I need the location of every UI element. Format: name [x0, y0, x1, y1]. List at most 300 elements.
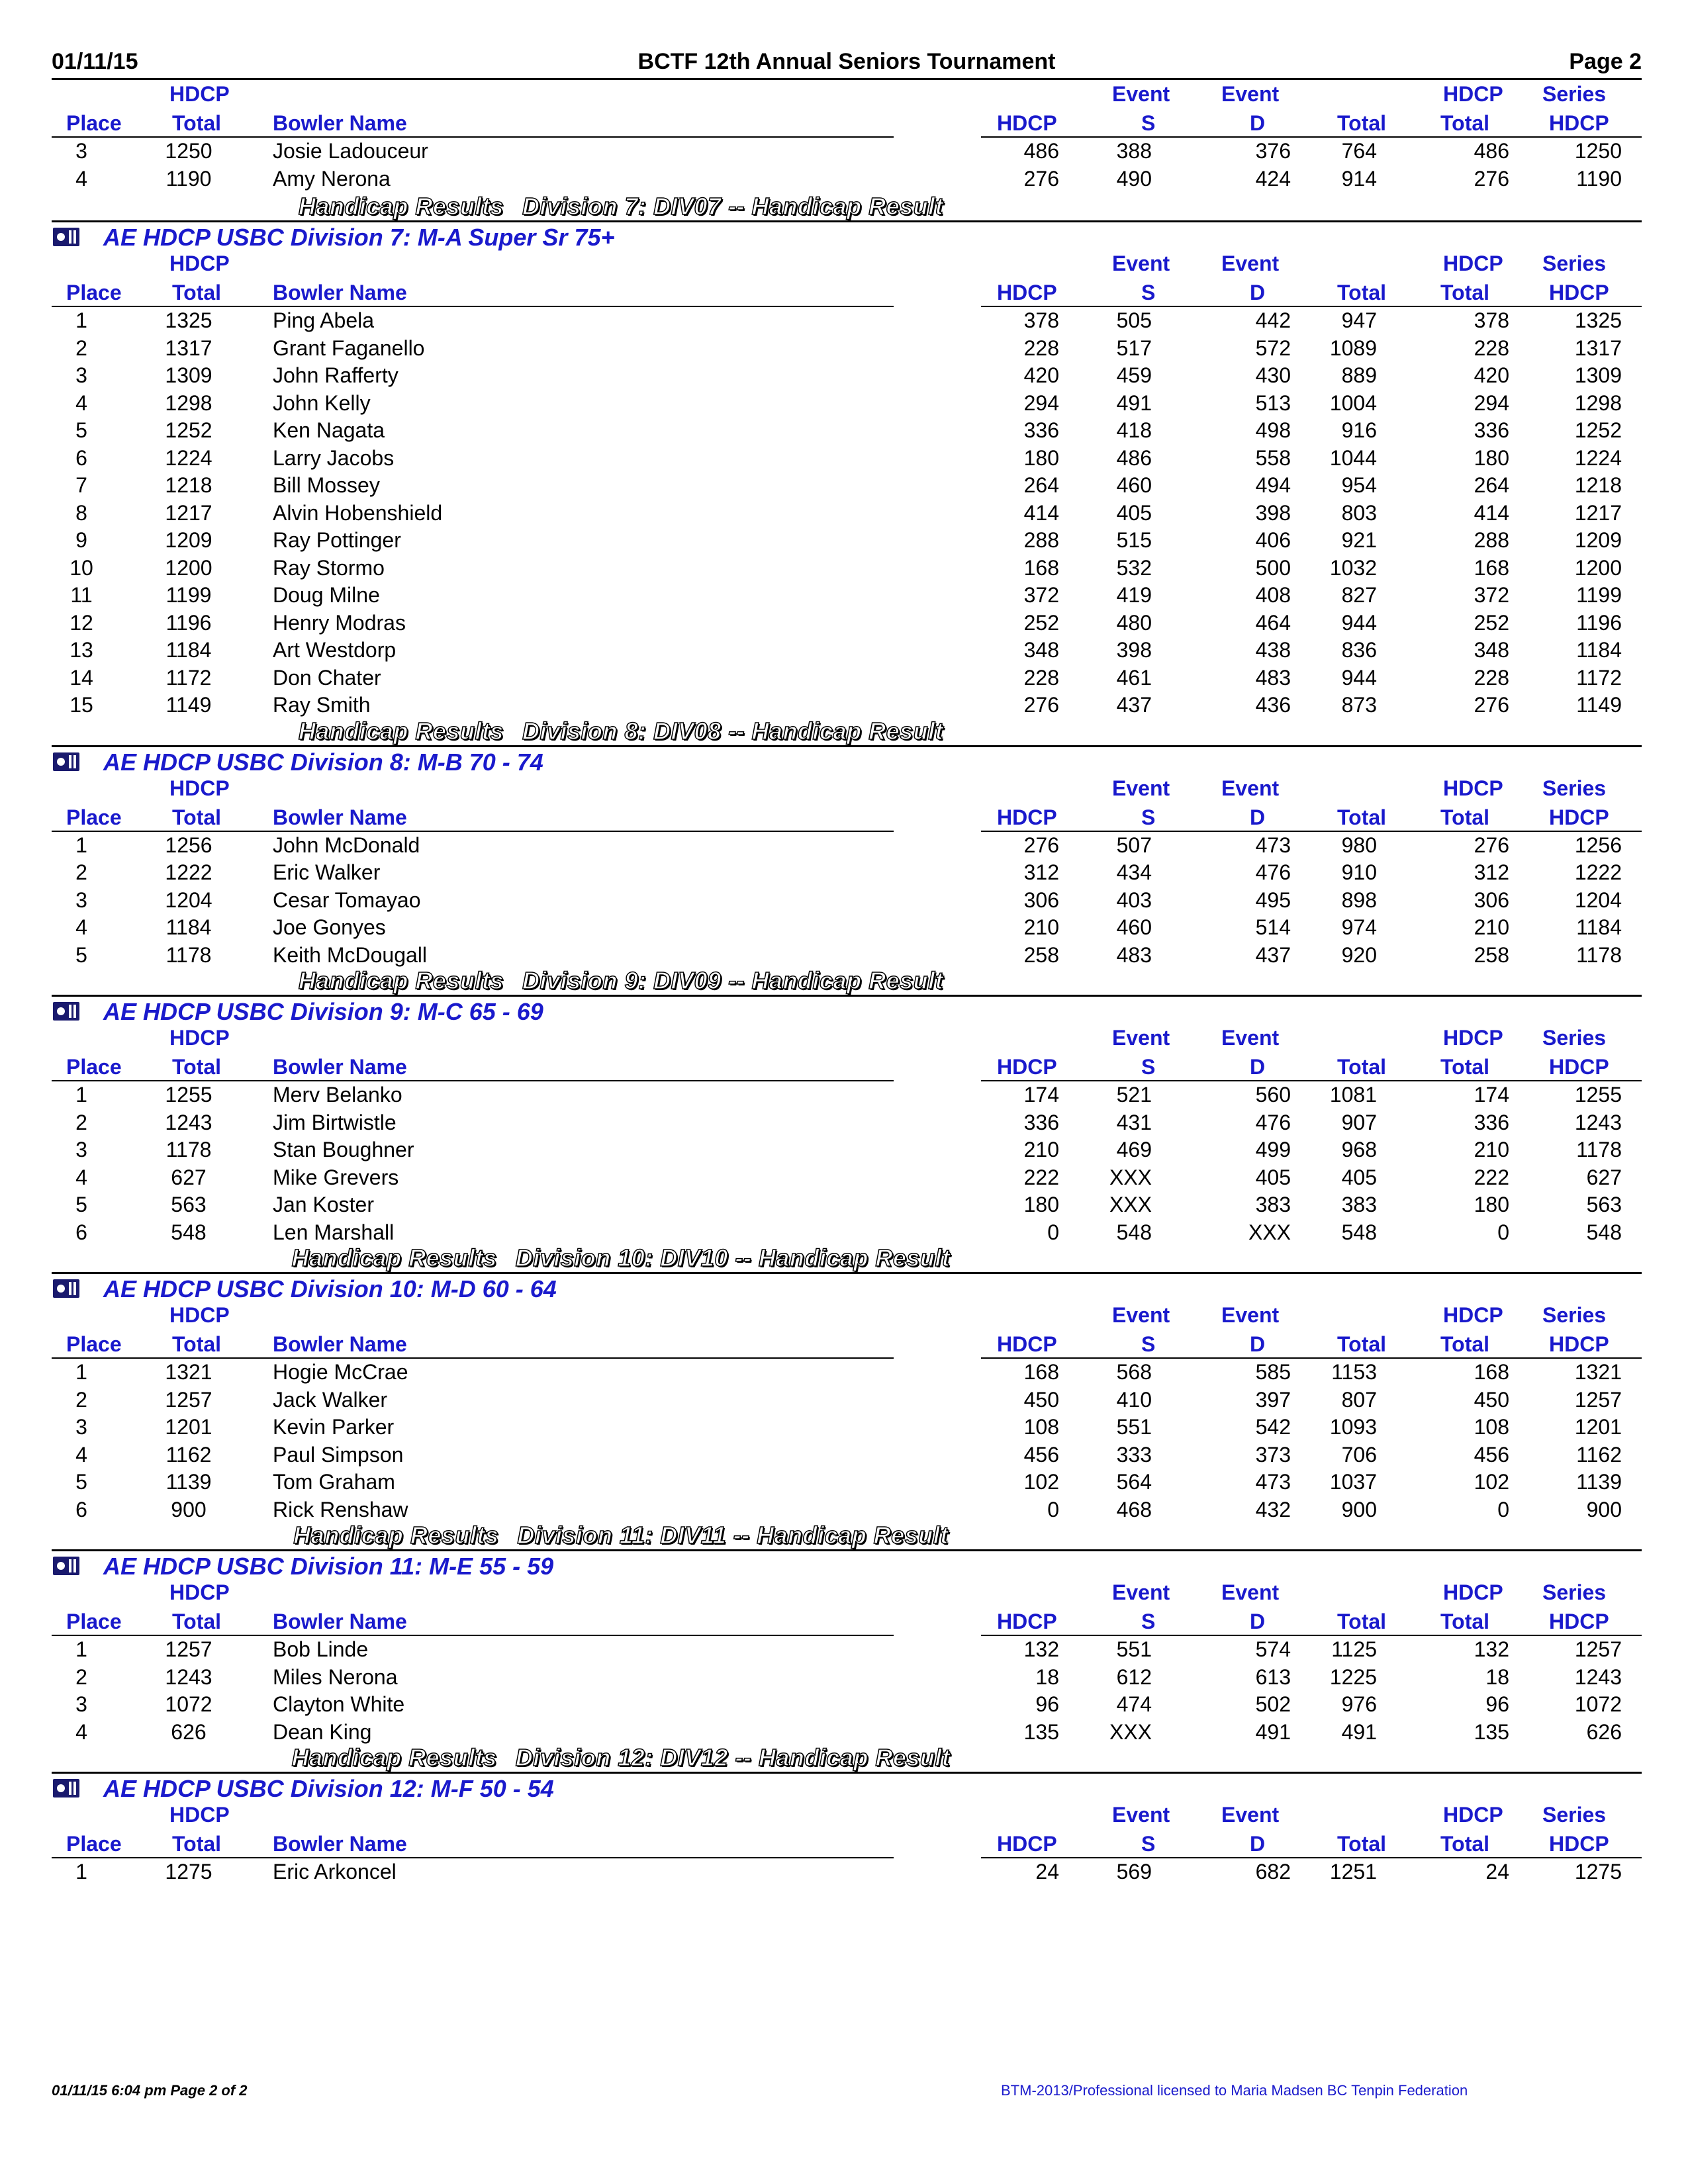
place-cell: 4 [75, 1165, 87, 1189]
division-title [52, 747, 1642, 776]
hdcp-total-cell: 1199 [165, 583, 212, 607]
hdcp-total2-cell: 135 [1474, 1719, 1509, 1744]
hdcp-total2-cell: 348 [1474, 638, 1509, 662]
total-cell: 827 [1341, 583, 1377, 607]
series-hdcp-cell: 1178 [1576, 1138, 1622, 1161]
place-cell: 2 [75, 1664, 87, 1689]
table-row [52, 527, 1642, 555]
column-header-tot: Total [1337, 111, 1387, 135]
table-row [52, 582, 1642, 610]
banner-text [52, 1244, 1190, 1272]
bowler-name-cell: John McDonald [273, 833, 420, 857]
place-cell: 1 [75, 1860, 87, 1884]
hdcp-cell: 252 [1023, 610, 1059, 635]
series-hdcp-cell: 1298 [1574, 390, 1622, 415]
total-cell: 1044 [1329, 445, 1377, 470]
hdcp-cell: 264 [1023, 473, 1059, 497]
table-row [52, 1441, 1642, 1469]
column-header-event2: Event [1221, 1580, 1280, 1604]
bowler-name-cell: Cesar Tomayao [273, 887, 421, 912]
banner-division: Division 11: DIV11 -- Handicap Result [517, 1522, 949, 1549]
hdcp-total-cell: 1190 [165, 166, 212, 191]
bowler-name-cell: Joe Gonyes [273, 915, 386, 939]
bowler-name-cell: Ping Abela [273, 308, 375, 332]
column-header-hdcp2: HDCP [1443, 1803, 1503, 1827]
event-d-cell: 542 [1255, 1415, 1291, 1439]
column-header-hdcp2: HDCP [1443, 1026, 1503, 1050]
hdcp-total-cell: 1224 [165, 445, 212, 470]
column-header-d: D [1250, 281, 1266, 304]
division-section [52, 717, 1642, 970]
bowler-name-cell: Hogie McCrae [273, 1360, 408, 1384]
column-header-hdcp3: HDCP [1549, 111, 1609, 135]
banner-division: Division 12: DIV12 -- Handicap Result [515, 1744, 951, 1771]
place-cell: 6 [75, 1220, 87, 1244]
column-header-hdcp3: HDCP [1549, 1832, 1609, 1856]
bowler-name-cell: Stan Boughner [273, 1138, 414, 1161]
event-s-cell: 612 [1116, 1664, 1152, 1689]
footer-license: BTM-2013/Professional licensed to Maria Madsen BC Tenpin Federation [1001, 2082, 1468, 2099]
event-s-cell: 491 [1116, 390, 1152, 415]
column-header-event1: Event [1112, 1303, 1170, 1327]
hdcp-total2-cell: 210 [1474, 915, 1509, 939]
hdcp-total2-cell: 306 [1474, 887, 1509, 912]
column-header-hdcp_top: HDCP [169, 1580, 230, 1604]
table-row [52, 1109, 1642, 1137]
bowler-name-cell: Bill Mossey [273, 473, 380, 497]
hdcp-total-cell: 1217 [165, 500, 212, 525]
table-row [52, 914, 1642, 942]
table-row [52, 1691, 1642, 1719]
column-header-event2: Event [1221, 1026, 1280, 1050]
event-d-cell: 491 [1255, 1719, 1291, 1744]
series-hdcp-cell: 1204 [1574, 887, 1622, 912]
place-cell: 5 [75, 942, 87, 967]
column-header-place: Place [66, 281, 122, 304]
column-header-d: D [1250, 1055, 1266, 1079]
table-row [52, 1858, 1642, 1886]
bowling-pin-icon [53, 1557, 79, 1575]
table-row [52, 500, 1642, 527]
column-header-event1: Event [1112, 776, 1170, 800]
total-cell: 1225 [1329, 1664, 1377, 1689]
column-header-series: Series [1542, 82, 1607, 106]
series-hdcp-cell: 1184 [1576, 915, 1622, 939]
bowler-name-cell: Josie Ladouceur [273, 139, 428, 163]
hdcp-cell: 294 [1023, 390, 1059, 415]
event-s-cell: 564 [1116, 1470, 1152, 1494]
event-d-cell: 560 [1255, 1083, 1291, 1107]
hdcp-total-cell: 1209 [165, 528, 212, 552]
column-header-hdcp3: HDCP [1549, 805, 1609, 829]
total-cell: 1081 [1329, 1083, 1377, 1107]
hdcp-total-cell: 900 [171, 1497, 207, 1522]
event-d-cell: 499 [1255, 1138, 1291, 1161]
division-title [52, 1774, 1642, 1803]
column-header-event2: Event [1221, 82, 1280, 106]
place-cell: 10 [70, 555, 93, 580]
column-header-total2: Total [1440, 281, 1490, 304]
series-hdcp-cell: 1218 [1574, 473, 1622, 497]
event-d-cell: 476 [1255, 860, 1291, 884]
series-hdcp-cell: 1162 [1576, 1442, 1622, 1467]
series-hdcp-cell: 1222 [1574, 860, 1622, 884]
total-cell: 1093 [1329, 1415, 1377, 1439]
hdcp-cell: 372 [1023, 583, 1059, 607]
column-header-s: S [1141, 1832, 1156, 1856]
footer-timestamp: 01/11/15 6:04 pm Page 2 of 2 [52, 2082, 248, 2099]
bowler-name-cell: Ray Pottinger [273, 528, 401, 552]
bowler-name-cell: Keith McDougall [273, 942, 427, 967]
hdcp-total-cell: 1298 [165, 390, 212, 415]
column-header-total: Total [172, 805, 222, 829]
total-cell: 405 [1341, 1165, 1377, 1189]
column-header-series: Series [1542, 251, 1607, 275]
banner-label: Handicap Results [291, 1244, 497, 1271]
column-header-bowler: Bowler Name [273, 281, 407, 304]
division-banner [52, 1244, 1642, 1274]
event-d-cell: 406 [1255, 528, 1291, 552]
series-hdcp-cell: 1257 [1574, 1387, 1622, 1412]
column-header-hdcp2: HDCP [1443, 1303, 1503, 1327]
hdcp-total2-cell: 228 [1474, 336, 1509, 360]
event-d-cell: 613 [1255, 1664, 1291, 1689]
hdcp-cell: 414 [1023, 500, 1059, 525]
column-header-tot: Total [1337, 281, 1387, 304]
place-cell: 2 [75, 1110, 87, 1134]
column-header-s: S [1141, 805, 1156, 829]
hdcp-total2-cell: 174 [1474, 1083, 1509, 1107]
place-cell: 8 [75, 500, 87, 525]
table-row [52, 1191, 1642, 1219]
hdcp-cell: 276 [1023, 833, 1059, 857]
division-title [52, 1274, 1642, 1303]
column-header-series: Series [1542, 776, 1607, 800]
event-s-cell: 515 [1116, 528, 1152, 552]
hdcp-total-cell: 1178 [165, 1138, 212, 1161]
series-hdcp-cell: 1139 [1576, 1470, 1622, 1494]
column-header-bowler: Bowler Name [273, 805, 407, 829]
series-hdcp-cell: 1275 [1574, 1860, 1622, 1884]
table-row [52, 1414, 1642, 1441]
hdcp-cell: 420 [1023, 363, 1059, 387]
bowler-name-cell: John Kelly [273, 390, 371, 415]
hdcp-cell: 0 [1047, 1220, 1059, 1244]
column-header-hdcp: HDCP [997, 1832, 1057, 1856]
hdcp-total-cell: 1309 [165, 363, 212, 387]
bowler-name-cell: Jack Walker [273, 1387, 388, 1412]
banner-label: Handicap Results [293, 1522, 499, 1549]
event-s-cell: XXX [1109, 1165, 1152, 1189]
hdcp-total2-cell: 222 [1474, 1165, 1509, 1189]
table-row [52, 1164, 1642, 1192]
table-row [52, 1719, 1642, 1747]
total-cell: 1004 [1329, 390, 1377, 415]
banner-label: Handicap Results [291, 1744, 497, 1771]
event-s-cell: 388 [1116, 139, 1152, 163]
column-header-tot: Total [1337, 1332, 1387, 1356]
series-hdcp-cell: 626 [1586, 1719, 1622, 1744]
hdcp-cell: 0 [1047, 1497, 1059, 1522]
column-header-s: S [1141, 111, 1156, 135]
series-hdcp-cell: 563 [1586, 1193, 1622, 1216]
bowler-name-cell: John Rafferty [273, 363, 399, 387]
event-d-cell: 513 [1255, 390, 1291, 415]
total-cell: 920 [1341, 942, 1377, 967]
column-header-d: D [1250, 805, 1266, 829]
column-header-hdcp: HDCP [997, 111, 1057, 135]
total-cell: 921 [1341, 528, 1377, 552]
place-cell: 3 [75, 887, 87, 912]
event-d-cell: 398 [1255, 500, 1291, 525]
event-s-cell: 532 [1116, 555, 1152, 580]
total-cell: 976 [1341, 1692, 1377, 1716]
hdcp-total-cell: 1243 [165, 1110, 212, 1134]
table-row [52, 307, 1642, 335]
bowler-name-cell: Ray Stormo [273, 555, 385, 580]
bowler-name-cell: Jim Birtwistle [273, 1110, 397, 1134]
division-section [52, 967, 1642, 1246]
column-header-d: D [1250, 1610, 1266, 1633]
total-cell: 1089 [1329, 336, 1377, 360]
hdcp-total2-cell: 0 [1497, 1497, 1509, 1522]
series-hdcp-cell: 1149 [1576, 693, 1622, 717]
table-row [52, 138, 1642, 165]
event-s-cell: XXX [1109, 1719, 1152, 1744]
series-hdcp-cell: 1256 [1574, 833, 1622, 857]
column-header-row [52, 1303, 1642, 1359]
event-s-cell: 474 [1116, 1692, 1152, 1716]
hdcp-total-cell: 627 [171, 1165, 207, 1189]
hdcp-total-cell: 1204 [165, 887, 212, 912]
column-header-total: Total [172, 111, 222, 135]
event-s-cell: 480 [1116, 610, 1152, 635]
table-row [52, 637, 1642, 664]
event-d-cell: 502 [1255, 1692, 1291, 1716]
event-s-cell: 460 [1116, 915, 1152, 939]
table-row [52, 1219, 1642, 1247]
event-s-cell: 551 [1116, 1415, 1152, 1439]
hdcp-cell: 132 [1023, 1637, 1059, 1661]
column-header-hdcp2: HDCP [1443, 1580, 1503, 1604]
series-hdcp-cell: 1184 [1576, 638, 1622, 662]
bowling-pin-icon [53, 228, 79, 246]
column-header-series: Series [1542, 1803, 1607, 1827]
column-header-row [52, 1580, 1642, 1636]
total-cell: 1251 [1329, 1860, 1377, 1884]
column-header-tot: Total [1337, 1055, 1387, 1079]
table-row [52, 390, 1642, 418]
column-header-total: Total [172, 1610, 222, 1633]
bowler-name-cell: Clayton White [273, 1692, 405, 1716]
column-header-total: Total [172, 1055, 222, 1079]
hdcp-cell: 306 [1023, 887, 1059, 912]
series-hdcp-cell: 548 [1586, 1220, 1622, 1244]
column-header-hdcp_top: HDCP [169, 1026, 230, 1050]
series-hdcp-cell: 1325 [1574, 308, 1622, 332]
hdcp-cell: 180 [1023, 1193, 1059, 1216]
place-cell: 5 [75, 418, 87, 442]
hdcp-total2-cell: 24 [1485, 1860, 1509, 1884]
total-cell: 947 [1341, 308, 1377, 332]
hdcp-cell: 24 [1035, 1860, 1059, 1884]
division-banner [52, 1744, 1642, 1774]
event-s-cell: 459 [1116, 363, 1152, 387]
hdcp-cell: 348 [1023, 638, 1059, 662]
hdcp-total2-cell: 102 [1474, 1470, 1509, 1494]
total-cell: 889 [1341, 363, 1377, 387]
bowler-name-cell: Eric Walker [273, 860, 381, 884]
column-header-row [52, 1803, 1642, 1858]
header-title: BCTF 12th Annual Seniors Tournament [637, 49, 1056, 74]
hdcp-total-cell: 1172 [165, 665, 212, 690]
place-cell: 9 [75, 528, 87, 552]
total-cell: 491 [1341, 1719, 1377, 1744]
banner-text [52, 1744, 1190, 1772]
bowling-pin-icon [53, 1002, 79, 1021]
table-row [52, 942, 1642, 970]
hdcp-cell: 102 [1023, 1470, 1059, 1494]
place-cell: 14 [70, 665, 93, 690]
place-cell: 15 [70, 693, 93, 717]
banner-text [52, 1522, 1190, 1549]
series-hdcp-cell: 1199 [1576, 583, 1622, 607]
column-header-place: Place [66, 1055, 122, 1079]
bowler-name-cell: Rick Renshaw [273, 1497, 408, 1522]
column-header-bowler: Bowler Name [273, 1610, 407, 1633]
hdcp-total-cell: 1178 [165, 942, 212, 967]
hdcp-total-cell: 1256 [165, 833, 212, 857]
table-row [52, 692, 1642, 719]
hdcp-total2-cell: 210 [1474, 1138, 1509, 1161]
event-s-cell: 398 [1116, 638, 1152, 662]
event-s-cell: 419 [1116, 583, 1152, 607]
banner-division: Division 7: DIV07 -- Handicap Result [522, 193, 944, 220]
series-hdcp-cell: 900 [1586, 1497, 1622, 1522]
place-cell: 13 [70, 638, 93, 662]
bowler-name-cell: Larry Jacobs [273, 445, 395, 470]
column-header-series: Series [1542, 1580, 1607, 1604]
event-d-cell: 432 [1255, 1497, 1291, 1522]
column-header-hdcp2: HDCP [1443, 82, 1503, 106]
hdcp-total2-cell: 336 [1474, 1110, 1509, 1134]
table-row [52, 1664, 1642, 1692]
place-cell: 5 [75, 1470, 87, 1494]
table-row [52, 1136, 1642, 1164]
hdcp-cell: 168 [1023, 555, 1059, 580]
column-header-s: S [1141, 1610, 1156, 1633]
division-banner [52, 967, 1642, 997]
hdcp-cell: 258 [1023, 942, 1059, 967]
hdcp-total2-cell: 18 [1485, 1664, 1509, 1689]
column-header-bowler: Bowler Name [273, 111, 407, 135]
column-header-hdcp3: HDCP [1549, 1332, 1609, 1356]
hdcp-cell: 222 [1023, 1165, 1059, 1189]
series-hdcp-cell: 1196 [1576, 610, 1622, 635]
place-cell: 6 [75, 1497, 87, 1522]
table-row [52, 417, 1642, 445]
column-header-event2: Event [1221, 1803, 1280, 1827]
place-cell: 4 [75, 1719, 87, 1744]
event-s-cell: 505 [1116, 308, 1152, 332]
hdcp-total2-cell: 486 [1474, 139, 1509, 163]
hdcp-cell: 378 [1023, 308, 1059, 332]
division-section [52, 1744, 1642, 1886]
event-d-cell: 483 [1255, 665, 1291, 690]
hdcp-total-cell: 1257 [165, 1387, 212, 1412]
banner-text [52, 717, 1190, 745]
event-s-cell: 568 [1116, 1360, 1152, 1384]
hdcp-total2-cell: 108 [1474, 1415, 1509, 1439]
hdcp-total2-cell: 336 [1474, 418, 1509, 442]
bowler-name-cell: Paul Simpson [273, 1442, 404, 1467]
place-cell: 1 [75, 308, 87, 332]
table-row [52, 832, 1642, 860]
hdcp-total2-cell: 258 [1474, 942, 1509, 967]
hdcp-cell: 168 [1023, 1360, 1059, 1384]
column-header-place: Place [66, 805, 122, 829]
place-cell: 6 [75, 445, 87, 470]
bowling-pin-icon [53, 1779, 79, 1797]
event-s-cell: 403 [1116, 887, 1152, 912]
bowler-name-cell: Don Chater [273, 665, 381, 690]
table-row [52, 1081, 1642, 1109]
event-d-cell: 476 [1255, 1110, 1291, 1134]
column-header-place: Place [66, 1332, 122, 1356]
series-hdcp-cell: 1190 [1576, 166, 1622, 191]
hdcp-total-cell: 626 [171, 1719, 207, 1744]
total-cell: 910 [1341, 860, 1377, 884]
column-header-s: S [1141, 1332, 1156, 1356]
event-s-cell: 468 [1116, 1497, 1152, 1522]
hdcp-total-cell: 1196 [165, 610, 212, 635]
hdcp-total2-cell: 378 [1474, 308, 1509, 332]
column-header-hdcp_top: HDCP [169, 1303, 230, 1327]
event-d-cell: 408 [1255, 583, 1291, 607]
table-row [52, 335, 1642, 363]
table-row [52, 664, 1642, 692]
table-row [52, 1359, 1642, 1387]
column-header-total2: Total [1440, 1055, 1490, 1079]
event-s-cell: 410 [1116, 1387, 1152, 1412]
event-d-cell: 572 [1255, 336, 1291, 360]
hdcp-cell: 312 [1023, 860, 1059, 884]
hdcp-total-cell: 1201 [165, 1415, 212, 1439]
hdcp-total2-cell: 0 [1497, 1220, 1509, 1244]
place-cell: 11 [70, 583, 93, 607]
place-cell: 4 [75, 915, 87, 939]
table-row [52, 1496, 1642, 1524]
column-header-d: D [1250, 1832, 1266, 1856]
column-header-total2: Total [1440, 1832, 1490, 1856]
column-header-tot: Total [1337, 1832, 1387, 1856]
event-s-cell: 431 [1116, 1110, 1152, 1134]
hdcp-total2-cell: 168 [1474, 1360, 1509, 1384]
hdcp-total-cell: 1200 [165, 555, 212, 580]
event-d-cell: XXX [1248, 1220, 1291, 1244]
total-cell: 807 [1341, 1387, 1377, 1412]
column-header-hdcp_top: HDCP [169, 776, 230, 800]
division-title-text: AE HDCP USBC Division 7: M-A Super Sr 75+ [103, 224, 615, 251]
hdcp-total2-cell: 252 [1474, 610, 1509, 635]
column-header-event2: Event [1221, 1303, 1280, 1327]
place-cell: 3 [75, 1692, 87, 1716]
column-header-bowler: Bowler Name [273, 1332, 407, 1356]
event-d-cell: 397 [1255, 1387, 1291, 1412]
event-d-cell: 442 [1255, 308, 1291, 332]
column-header-hdcp3: HDCP [1549, 281, 1609, 304]
event-s-cell: 434 [1116, 860, 1152, 884]
